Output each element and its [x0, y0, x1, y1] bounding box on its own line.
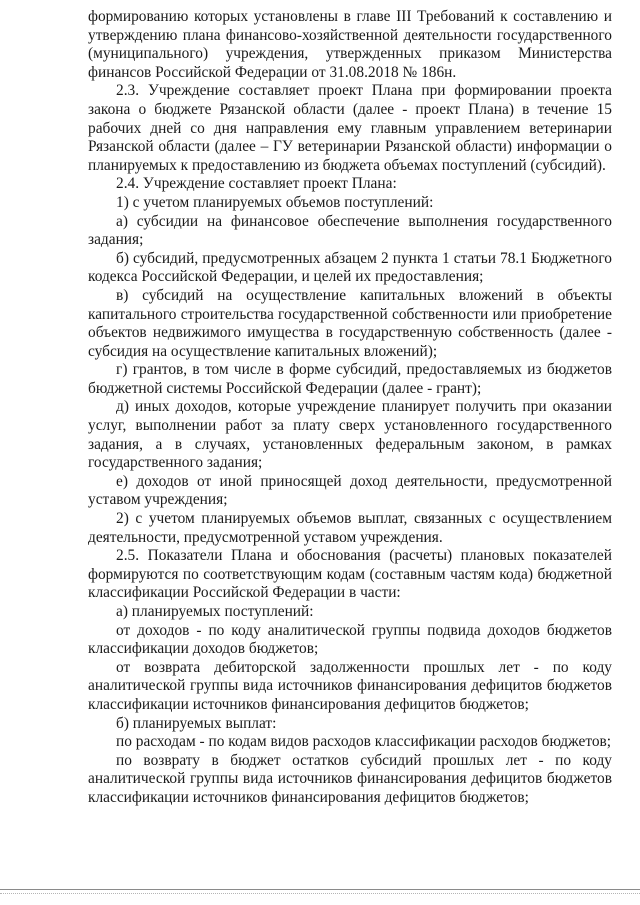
list-item-g: г) грантов, в том числе в форме субсидий, предоставляемых из бюджетов бюджетной системы Российской Федерации (далее - грант); [88, 361, 612, 397]
paragraph-2-4: 2.4. Учреждение составляет проект Плана: [116, 175, 397, 193]
list-item-2: 2) с учетом планируемых объемов выплат, связанных с осуществлением деятельности, предусмотренной уставом учреждения. [88, 510, 612, 546]
paragraph-continuation: формированию которых установлены в главе III Требований к составлению и утверждению плана финансово-хозяйственной деятельности государственного (муниципального) учреждения, утвержденных приказом Министерства финансов Российской Федерации от 31.08.2018 № 186н. [88, 8, 612, 81]
scan-bottom-edge [0, 889, 640, 890]
list-item-a-planned-receipts: а) планируемых поступлений: [116, 603, 314, 620]
list-item-v: в) субсидий на осуществление капитальных вложений в объекты капитального строительства государственной собственности или приобретение объектов недвижимого имущества в государственную собственность (далее - субсидия на осуществление капитальных вложений); [88, 286, 612, 360]
sub-item-income: от доходов - по коду аналитической группы подвида доходов бюджетов классификации доходов бюджетов; [88, 621, 612, 658]
scan-bottom-edge-shadow [0, 893, 640, 894]
list-item-e: е) доходов от иной приносящей доход деятельности, предусмотренной уставом учреждения; [88, 472, 612, 509]
list-item-d: д) иных доходов, которые учреждение планирует получить при оказании услуг, выполнении работ за плату сверх установленного государственного задания, а в случаях, установленных федеральным законом, в рамках государственного задания; [88, 398, 612, 472]
document-page [88, 8, 612, 808]
list-item-b: б) субсидий, предусмотренных абзацем 2 пункта 1 статьи 78.1 Бюджетного кодекса Российской Федерации, и целей их предоставления; [88, 249, 612, 286]
list-item-b-planned-payments: б) планируемых выплат: [116, 714, 277, 732]
list-item-a: а) субсидии на финансовое обеспечение выполнения государственного задания; [88, 212, 612, 249]
paragraph-2-3: 2.3. Учреждение составляет проект Плана при формировании проекта закона о бюджете Рязанской области (далее - проект Плана) в течение 15 рабочих дней со дня направления ему главным управлением ветеринарии Рязанской области (далее – ГУ ветеринарии Рязанской области) информации о планируемых к предоставлению из бюджета объемах поступлений (субсидий). [88, 82, 612, 174]
list-item-1: 1) с учетом планируемых объемов поступлений: [116, 193, 434, 211]
sub-item-receivables: от возврата дебиторской задолженности прошлых лет - по коду аналитической группы вида источников финансирования дефицитов бюджетов классификации источников финансирования дефицитов бюджетов; [88, 658, 612, 713]
sub-item-expenses: по расходам - по кодам видов расходов классификации расходов бюджетов; [116, 733, 612, 751]
sub-item-refund: по возврату в бюджет остатков субсидий прошлых лет - по коду аналитической группы вида источников финансирования дефицитов бюджетов классификации источников финансирования дефицитов бюджетов; [88, 751, 612, 806]
paragraph-2-5: 2.5. Показатели Плана и обоснования (расчеты) плановых показателей формируются по соответствующим кодам (составным частям кода) бюджетной классификации Российской Федерации в части: [88, 547, 612, 602]
